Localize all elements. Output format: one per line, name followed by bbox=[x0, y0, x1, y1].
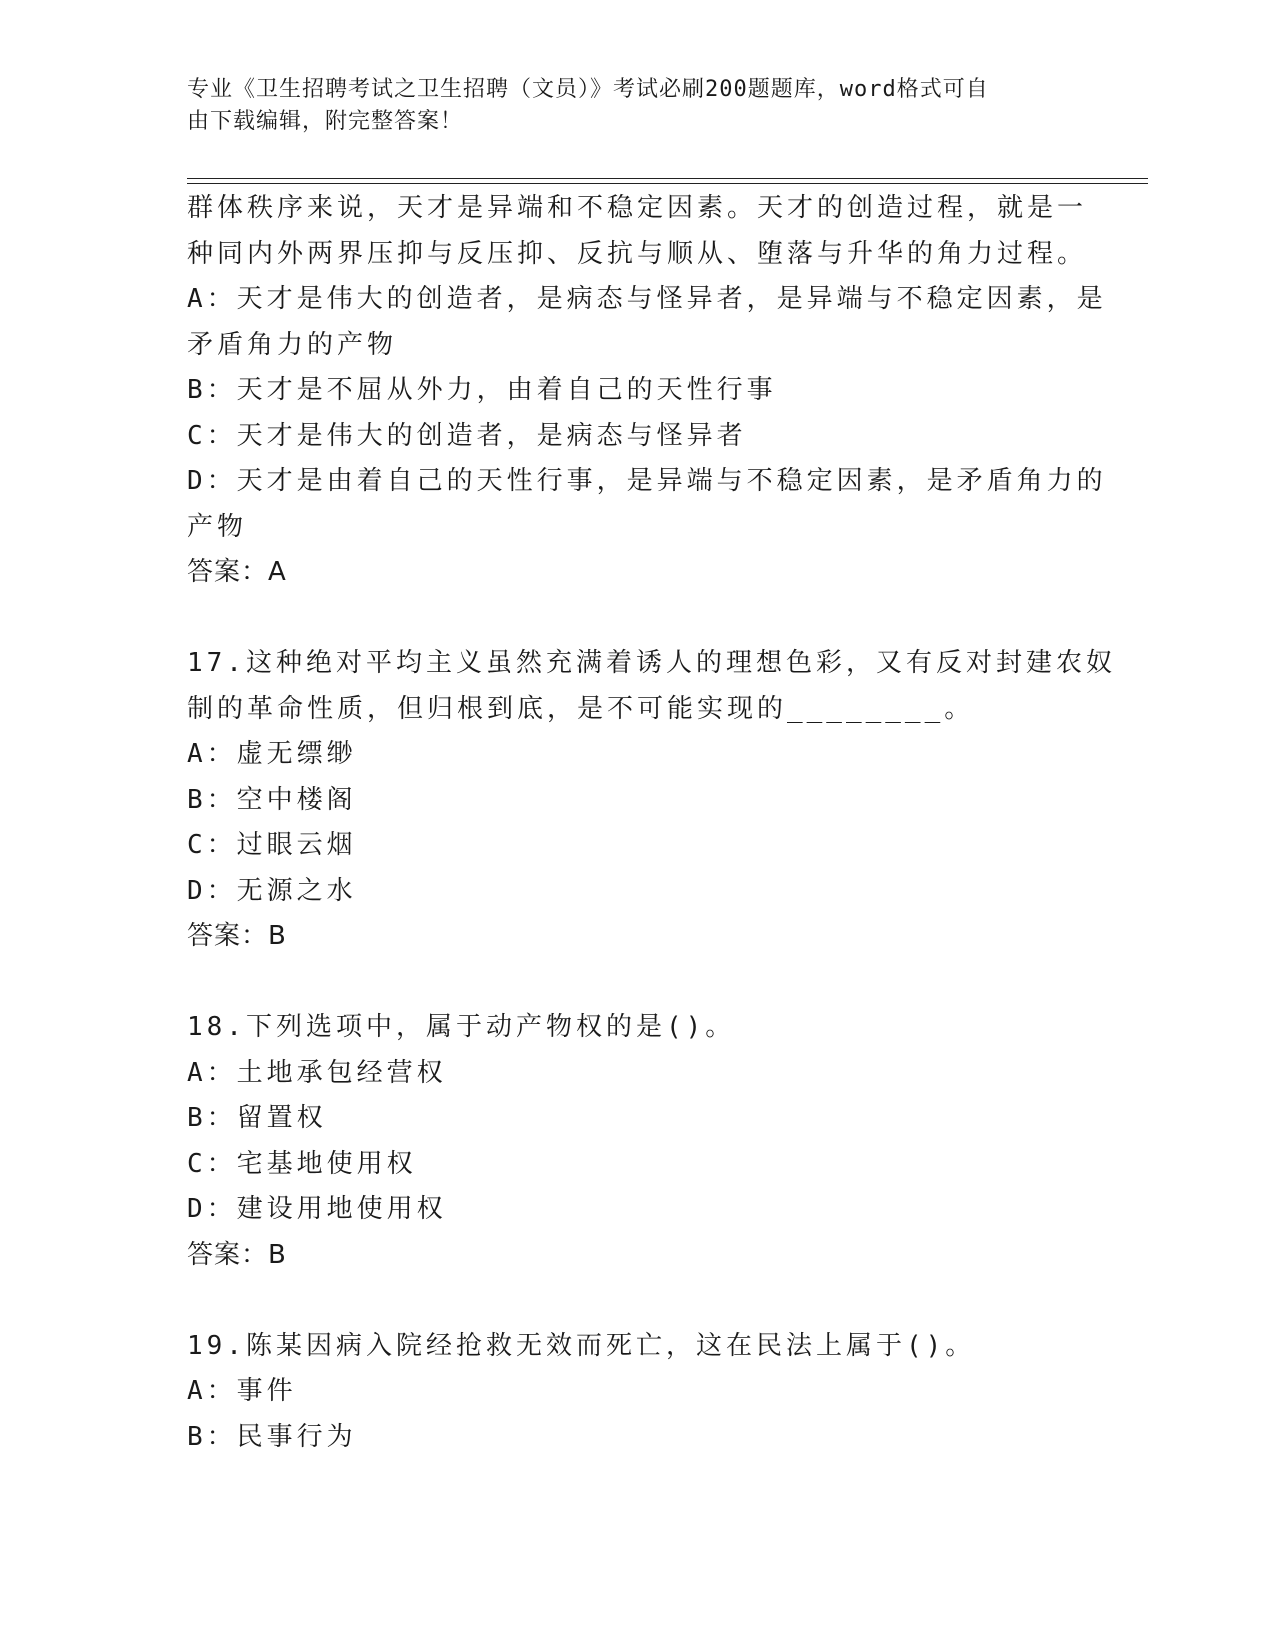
option-d: 产物 bbox=[187, 511, 248, 542]
page-header bbox=[187, 74, 1067, 138]
option-b: B：民事行为 bbox=[187, 1421, 357, 1452]
question-18 bbox=[187, 1005, 1067, 1278]
question-17 bbox=[187, 641, 1116, 960]
header-rule bbox=[187, 178, 1148, 179]
option-c: C：过眼云烟 bbox=[187, 830, 357, 860]
option-a: 矛盾角力的产物 bbox=[187, 329, 398, 360]
option-b: B：空中楼阁 bbox=[187, 784, 357, 815]
option-d: D：天才是由着自己的天性行事，是异端与不稳定因素，是矛盾角力的 bbox=[187, 466, 1107, 496]
question-stem: 17.这种绝对平均主义虽然充满着诱人的理想色彩，又有反对封建农奴 bbox=[187, 648, 1116, 678]
header-line: 专业《卫生招聘考试之卫生招聘（文员）》考试必刷200题题库，word格式可自 bbox=[187, 77, 989, 102]
question-list bbox=[187, 186, 1116, 1460]
option-a: A：虚无缥缈 bbox=[187, 739, 357, 769]
option-b: B：天才是不屈从外力，由着自己的天性行事 bbox=[187, 375, 777, 405]
answer: 答案：A bbox=[187, 557, 287, 587]
question-19 bbox=[187, 1324, 1067, 1461]
option-c: C：天才是伟大的创造者，是病态与怪异者 bbox=[187, 420, 747, 451]
option-b: B：留置权 bbox=[187, 1103, 327, 1133]
option-d: D：无源之水 bbox=[187, 875, 357, 906]
header-rule bbox=[187, 183, 1148, 184]
question-stem: 制的革命性质，但归根到底，是不可能实现的________。 bbox=[187, 693, 975, 724]
question-stem: 种同内外两界压抑与反压抑、反抗与顺从、堕落与升华的角力过程。 bbox=[187, 238, 1088, 269]
answer: 答案：B bbox=[187, 921, 287, 951]
option-c: C：宅基地使用权 bbox=[187, 1148, 417, 1179]
option-a: A：土地承包经营权 bbox=[187, 1057, 447, 1088]
question-stem: 群体秩序来说，天才是异端和不稳定因素。天才的创造过程，就是一 bbox=[187, 193, 1088, 223]
question-stem: 18.下列选项中，属于动产物权的是()。 bbox=[187, 1012, 736, 1042]
answer: 答案：B bbox=[187, 1239, 287, 1270]
header-line: 由下载编辑，附完整答案！ bbox=[187, 109, 464, 134]
question-stem: 19.陈某因病入院经抢救无效而死亡，这在民法上属于()。 bbox=[187, 1330, 976, 1361]
option-d: D：建设用地使用权 bbox=[187, 1194, 447, 1224]
question-16 bbox=[187, 186, 1107, 596]
option-a: A：天才是伟大的创造者，是病态与怪异者，是异端与不稳定因素，是 bbox=[187, 284, 1107, 314]
option-a: A：事件 bbox=[187, 1376, 297, 1406]
